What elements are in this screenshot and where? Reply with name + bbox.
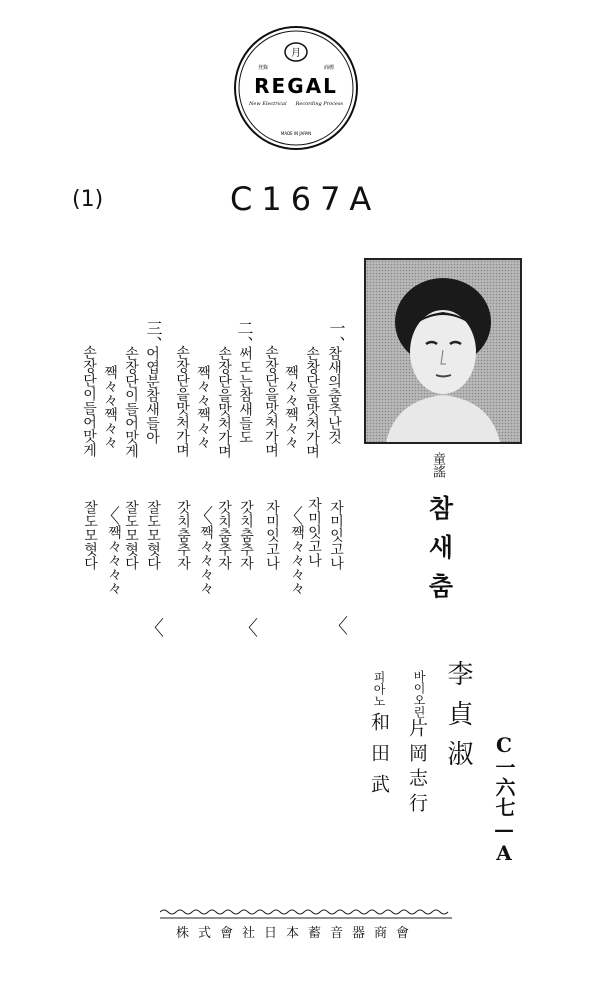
verse-2-refrain-4: 갓치춤추자 bbox=[175, 500, 191, 570]
logo-small-right: 商標 bbox=[323, 65, 335, 71]
wavy-divider bbox=[160, 905, 452, 917]
verse-3-line-3: 짹々々짹々々 bbox=[102, 365, 118, 449]
singer-portrait bbox=[364, 258, 522, 444]
verse-3-refrain-2: 잘도모혓다 bbox=[123, 500, 139, 570]
verse-3-refrain-1: 잘도모혓다 bbox=[145, 500, 161, 570]
logo-bottom-text: MADE IN JAPAN bbox=[280, 131, 312, 136]
verse-1-refrain-4: 자미잇고나 bbox=[264, 500, 280, 570]
violinist-name: 片岡志行 bbox=[406, 718, 428, 818]
verse-3-line-1: 어엽분참새들아 bbox=[144, 346, 160, 444]
verse-1-refrain-3: 짹々々々々 bbox=[289, 525, 305, 595]
page-number: (1) bbox=[72, 187, 104, 212]
logo-sub-left: New Electrical bbox=[249, 101, 287, 107]
piano-role-label: 피아노 bbox=[372, 671, 386, 707]
verse-3-mark-1: 〈 bbox=[144, 616, 164, 640]
verse-1-mark-1: 〈 bbox=[328, 614, 348, 638]
verse-3-refrain-3: 짹々々々々 bbox=[106, 525, 122, 595]
verse-2-line-4: 손장단을맛처가며 bbox=[174, 345, 190, 457]
verse-2-number: 二、 bbox=[235, 320, 254, 352]
verse-1-line-3: 짹々々짹々々 bbox=[283, 365, 299, 449]
verse-2-mark-1: 〈 bbox=[238, 616, 258, 640]
verse-3-mark-2: 〈 bbox=[100, 504, 120, 528]
verse-1-refrain-2: 자미잇고나 bbox=[306, 497, 322, 567]
verse-3-line-4: 손장단이들어맛게 bbox=[81, 345, 97, 457]
verse-1-line-1: 참새의춤추난것 bbox=[326, 346, 342, 444]
verse-1-line-4: 손장단을맛처가며 bbox=[263, 345, 279, 457]
verse-3-refrain-4: 잘도모혓다 bbox=[82, 500, 98, 570]
singer-name: 李貞淑 bbox=[443, 660, 473, 780]
logo-center-text: 月 bbox=[291, 48, 301, 59]
verse-3-number: 三、 bbox=[144, 320, 163, 352]
genre-label: 童謠 bbox=[430, 452, 445, 478]
logo-sub-right: Recording Process bbox=[295, 101, 343, 107]
verse-2-refrain-2: 갓치춤추자 bbox=[216, 500, 232, 570]
violin-role-label: 바이오린 bbox=[412, 670, 426, 718]
side-code: C一六七—A bbox=[492, 733, 516, 865]
song-title: 참새춤 bbox=[425, 495, 454, 612]
brand-name: REGAL bbox=[254, 74, 338, 98]
verse-2-refrain-1: 갓치춤추자 bbox=[238, 500, 254, 570]
verse-1-number: 一、 bbox=[327, 320, 346, 352]
verse-2-refrain-3: 짹々々々々 bbox=[198, 525, 214, 595]
verse-2-mark-2: 〈 bbox=[193, 504, 213, 528]
record-label-logo bbox=[233, 25, 359, 151]
verse-2-line-1: 써도는참새들도 bbox=[237, 346, 253, 444]
verse-3-line-2: 손장단이들어맛게 bbox=[123, 346, 139, 458]
verse-2-line-2: 손장단을맛처가며 bbox=[216, 346, 232, 458]
verse-1-refrain-1: 자미잇고나 bbox=[328, 500, 344, 570]
verse-1-line-2: 손창단을맛처가며 bbox=[304, 346, 320, 458]
company-name: 株式會社日本蓄音器商會 bbox=[176, 926, 419, 941]
verse-2-line-3: 짹々々짹々々 bbox=[195, 365, 211, 449]
logo-small-left: 登錄 bbox=[257, 65, 269, 71]
pianist-name: 和田武 bbox=[368, 712, 390, 805]
verse-1-mark-2: 〈 bbox=[283, 504, 303, 528]
catalog-number: C167A bbox=[230, 180, 381, 218]
